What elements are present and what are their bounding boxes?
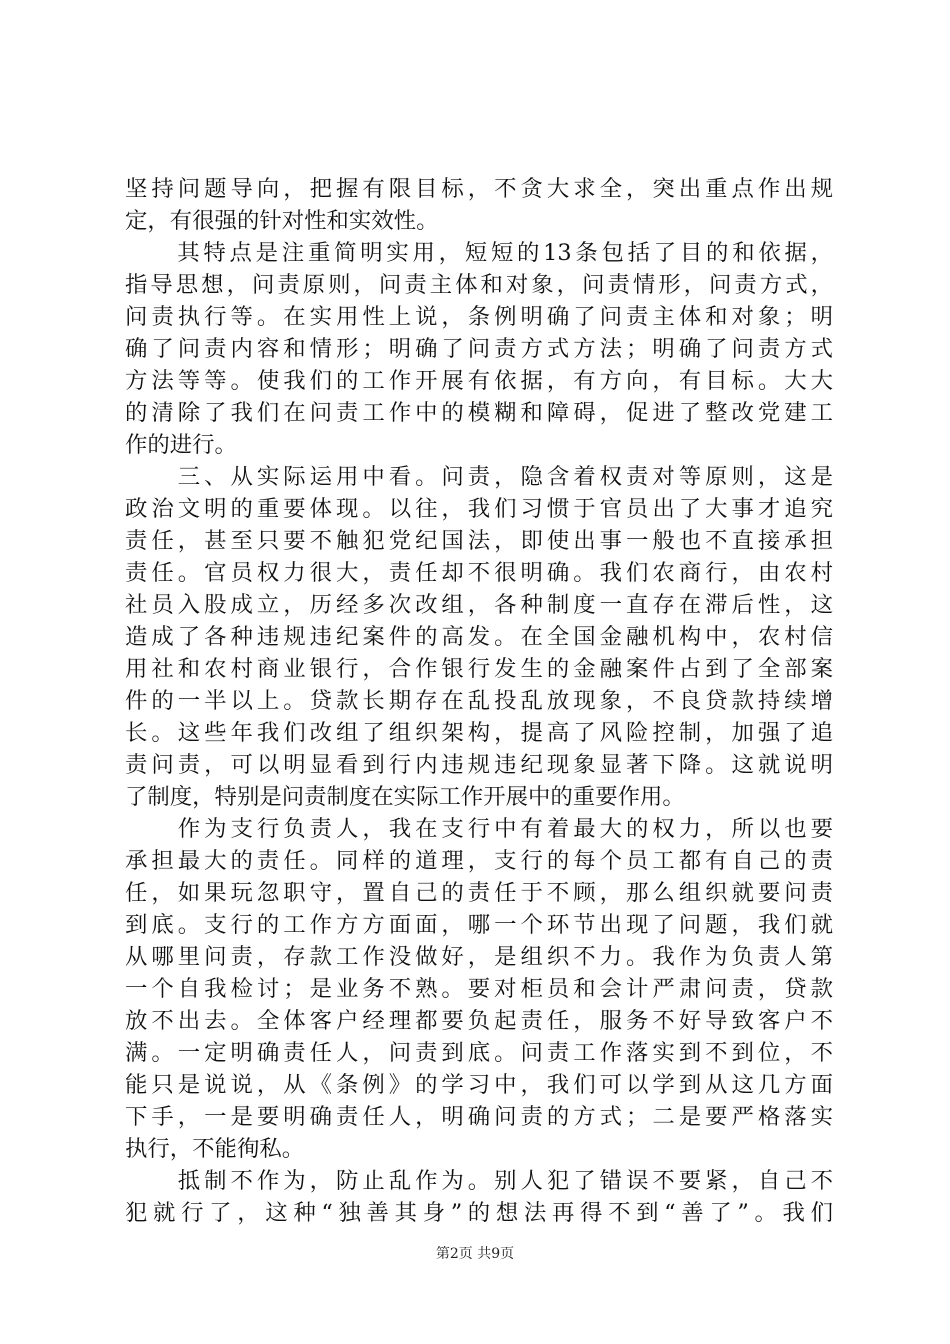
text-line: 责任。官员权力很大，责任却不很明确。我们农商行，由农村 <box>125 560 833 586</box>
text-line: 能只是说说，从《条例》的学习中，我们可以学到从这几方面 <box>125 1072 833 1098</box>
text-line: 指导思想，问责原则，问责主体和对象，问责情形，问责方式， <box>125 272 833 298</box>
text-line: 任，如果玩忽职守，置自己的责任于不顾，那么组织就要问责 <box>125 880 833 906</box>
page-number-footer: 第2页 共9页 <box>435 1246 515 1262</box>
text-line: 造成了各种违规违纪案件的高发。在全国金融机构中，农村信 <box>125 624 833 650</box>
text-line: 一个自我检讨；是业务不熟。要对柜员和会计严肃问责，贷款 <box>125 976 833 1002</box>
text-line: 社员入股成立，历经多次改组，各种制度一直存在滞后性，这 <box>125 592 833 618</box>
text-line: 执行，不能徇私。 <box>125 1136 305 1162</box>
text-line: 抵制不作为，防止乱作为。别人犯了错误不要紧，自己不 <box>125 1168 833 1194</box>
text-line: 作的进行。 <box>125 432 237 458</box>
text-line: 犯就行了，这种“独善其身”的想法再得不到“善了”。我们 <box>125 1200 833 1226</box>
text-line: 方法等等。使我们的工作开展有依据，有方向，有目标。大大 <box>125 368 833 394</box>
text-line: 坚持问题导向，把握有限目标，不贪大求全，突出重点作出规 <box>125 176 833 202</box>
text-line: 了制度，特别是问责制度在实际工作开展中的重要作用。 <box>125 784 685 810</box>
text-line: 责问责，可以明显看到行内违规违纪现象显著下降。这就说明 <box>125 752 833 778</box>
text-line: 责任，甚至只要不触犯党纪国法，即使出事一般也不直接承担 <box>125 528 833 554</box>
text-line: 用社和农村商业银行，合作银行发生的金融案件占到了全部案 <box>125 656 833 682</box>
text-line: 的清除了我们在问责工作中的模糊和障碍，促进了整改党建工 <box>125 400 833 426</box>
text-line: 从哪里问责，存款工作没做好，是组织不力。我作为负责人第 <box>125 944 833 970</box>
text-line: 其特点是注重简明实用，短短的13条包括了目的和依据， <box>125 240 833 266</box>
text-line: 确了问责内容和情形；明确了问责方式方法；明确了问责方式 <box>125 336 833 362</box>
text-line: 定，有很强的针对性和实效性。 <box>125 208 439 234</box>
text-line: 问责执行等。在实用性上说，条例明确了问责主体和对象；明 <box>125 304 833 330</box>
text-line: 到底。支行的工作方方面面，哪一个环节出现了问题，我们就 <box>125 912 833 938</box>
text-line: 放不出去。全体客户经理都要负起责任，服务不好导致客户不 <box>125 1008 833 1034</box>
text-line: 件的一半以上。贷款长期存在乱投乱放现象，不良贷款持续增 <box>125 688 833 714</box>
text-line: 长。这些年我们改组了组织架构，提高了风险控制，加强了追 <box>125 720 833 746</box>
text-line: 政治文明的重要体现。以往，我们习惯于官员出了大事才追究 <box>125 496 833 522</box>
text-line: 满。一定明确责任人，问责到底。问责工作落实到不到位，不 <box>125 1040 833 1066</box>
body-text <box>125 173 833 1229</box>
text-line: 三、从实际运用中看。问责，隐含着权责对等原则，这是 <box>125 464 833 490</box>
text-line: 作为支行负责人，我在支行中有着最大的权力，所以也要 <box>125 816 833 842</box>
text-line: 下手，一是要明确责任人，明确问责的方式；二是要严格落实 <box>125 1104 833 1130</box>
text-line: 承担最大的责任。同样的道理，支行的每个员工都有自己的责 <box>125 848 833 874</box>
